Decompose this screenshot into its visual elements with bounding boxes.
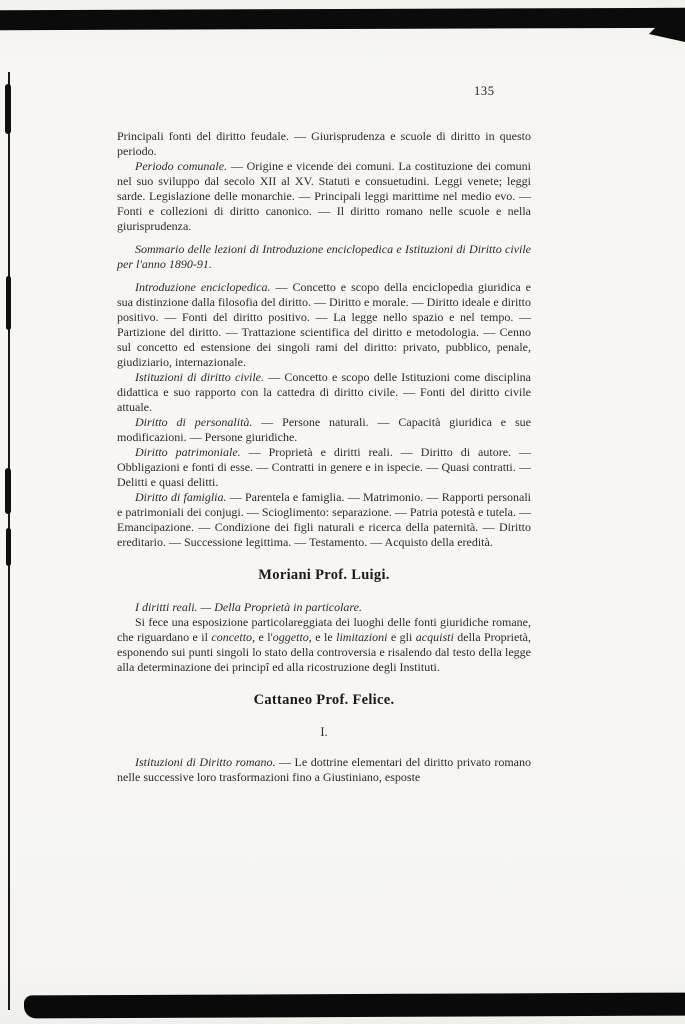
text-segment: Istituzioni di diritto civile. (135, 370, 264, 384)
paragraph (117, 159, 531, 234)
page-body-text (117, 129, 531, 785)
text-segment: — Parentela e famiglia. — Matrimonio. — Rapporti personali e patrimoniali dei conjugi. — Scioglimento: separazione. — Patria potestà e tutela. — Emancipazione. — Condizione dei figli naturali e ricerca della paternità. — Diritto ereditario. — Successione legittima. — Testamento. — Acquisto della eredità. (117, 490, 532, 549)
text-segment: — Persone naturali. — Capacità giuridica e sue modificazioni. — Persone giuridiche. (117, 415, 531, 444)
scan-artifact-top-bar (0, 8, 685, 30)
scan-artifact-blob (5, 84, 11, 134)
page-number: 135 (474, 84, 495, 98)
text-segment: , e l' (252, 630, 273, 644)
paragraph (117, 755, 531, 785)
text-segment: della Proprietà, esponendo sui punti singoli lo stato della controversia e risalendo dal testo della legge alla determinazione dei principî ed alla ricostruzione degli Instituti. (117, 630, 531, 674)
text-segment: — Origine e vicende dei comuni. La costituzione dei comuni nel suo sviluppo dal secolo XII al XV. Statuti e consuetudini. Leggi venete; leggi sarde. Legislazione delle monarchie. — Principali leggi marittime nel medio evo. — Fonti e collezioni di diritto canonico. — Il diritto romano nelle scuole e nella giurisprudenza. (117, 159, 532, 233)
section-heading: Moriani Prof. Luigi. (258, 567, 390, 583)
text-segment: acquisti (415, 630, 454, 644)
text-segment: Periodo comunale. (135, 159, 228, 173)
text-segment: — Le dottrine elementari del diritto privato romano nelle successive loro trasformazioni fino a Giustiniano, esposte (117, 755, 531, 784)
text-segment: Diritto patrimoniale. (135, 445, 241, 459)
paragraph (117, 280, 531, 370)
text-segment: Si fece una esposizione particolareggiata dei luoghi delle fonti giuridiche romane, che riguardano e il (117, 615, 531, 644)
paragraph (117, 615, 531, 675)
text-segment: Istituzioni di Diritto romano. (135, 755, 276, 769)
paragraph (117, 490, 531, 550)
paragraph (117, 600, 531, 615)
text-segment: Introduzione enciclopedica. (135, 280, 271, 294)
text-segment: limitazioni (336, 630, 388, 644)
text-segment: , e le (308, 630, 337, 644)
text-segment: — Concetto e scopo delle Istituzioni come disciplina didattica e suo rapporto con la cattedra di diritto civile. — Fonti del diritto civile attuale. (117, 370, 531, 414)
text-segment: — Proprietà e diritti reali. — Diritto di autore. — Obbligazioni e fonti di esse. — Contratti in genere e in ispecie. — Quasi contratti. — Delitti e quasi delitti. (117, 445, 532, 489)
scan-artifact-blob (6, 276, 11, 330)
text-segment: — Concetto e scopo della enciclopedia giuridica e sua distinzione dalla filosofia del diritto. — Diritto e morale. — Diritto ideale e diritto positivo. — Fonti del diritto positivo. — La legge nello spazio e nel tempo. — Partizione del diritto. — Trattazione scientifica del diritto e metodologia. — Cenno sul concetto ed estensione dei singoli rami del diritto: privato, pubblico, penale, giudiziario, internazionale. (117, 280, 531, 369)
section-heading: Cattaneo Prof. Felice. (253, 692, 395, 708)
text-segment: Diritto di personalità. (135, 415, 253, 429)
scan-artifact-blob (5, 468, 11, 514)
section-numeral: I. (320, 725, 328, 739)
text-segment: Diritto di famiglia. (135, 490, 227, 504)
paragraph (117, 445, 531, 490)
text-segment: oggetto (272, 630, 309, 644)
text-segment: concetto (211, 630, 253, 644)
paragraph (117, 242, 531, 272)
text-segment: e gli (387, 630, 416, 644)
scan-artifact-corner-mark (649, 26, 685, 42)
text-segment: Sommario delle lezioni di Introduzione enciclopedica e Istituzioni di Diritto civile per l'anno 1890-91. (117, 242, 531, 271)
paragraph (117, 129, 531, 159)
text-segment: Principali fonti del diritto feudale. — Giurisprudenza e scuole di diritto in questo periodo. (117, 129, 531, 158)
paragraph (117, 415, 531, 445)
text-segment: I diritti reali. — Della Proprietà in particolare. (135, 600, 362, 614)
scan-artifact-blob (6, 528, 11, 566)
paragraph (117, 370, 531, 415)
scan-artifact-bottom-bar (24, 993, 685, 1019)
